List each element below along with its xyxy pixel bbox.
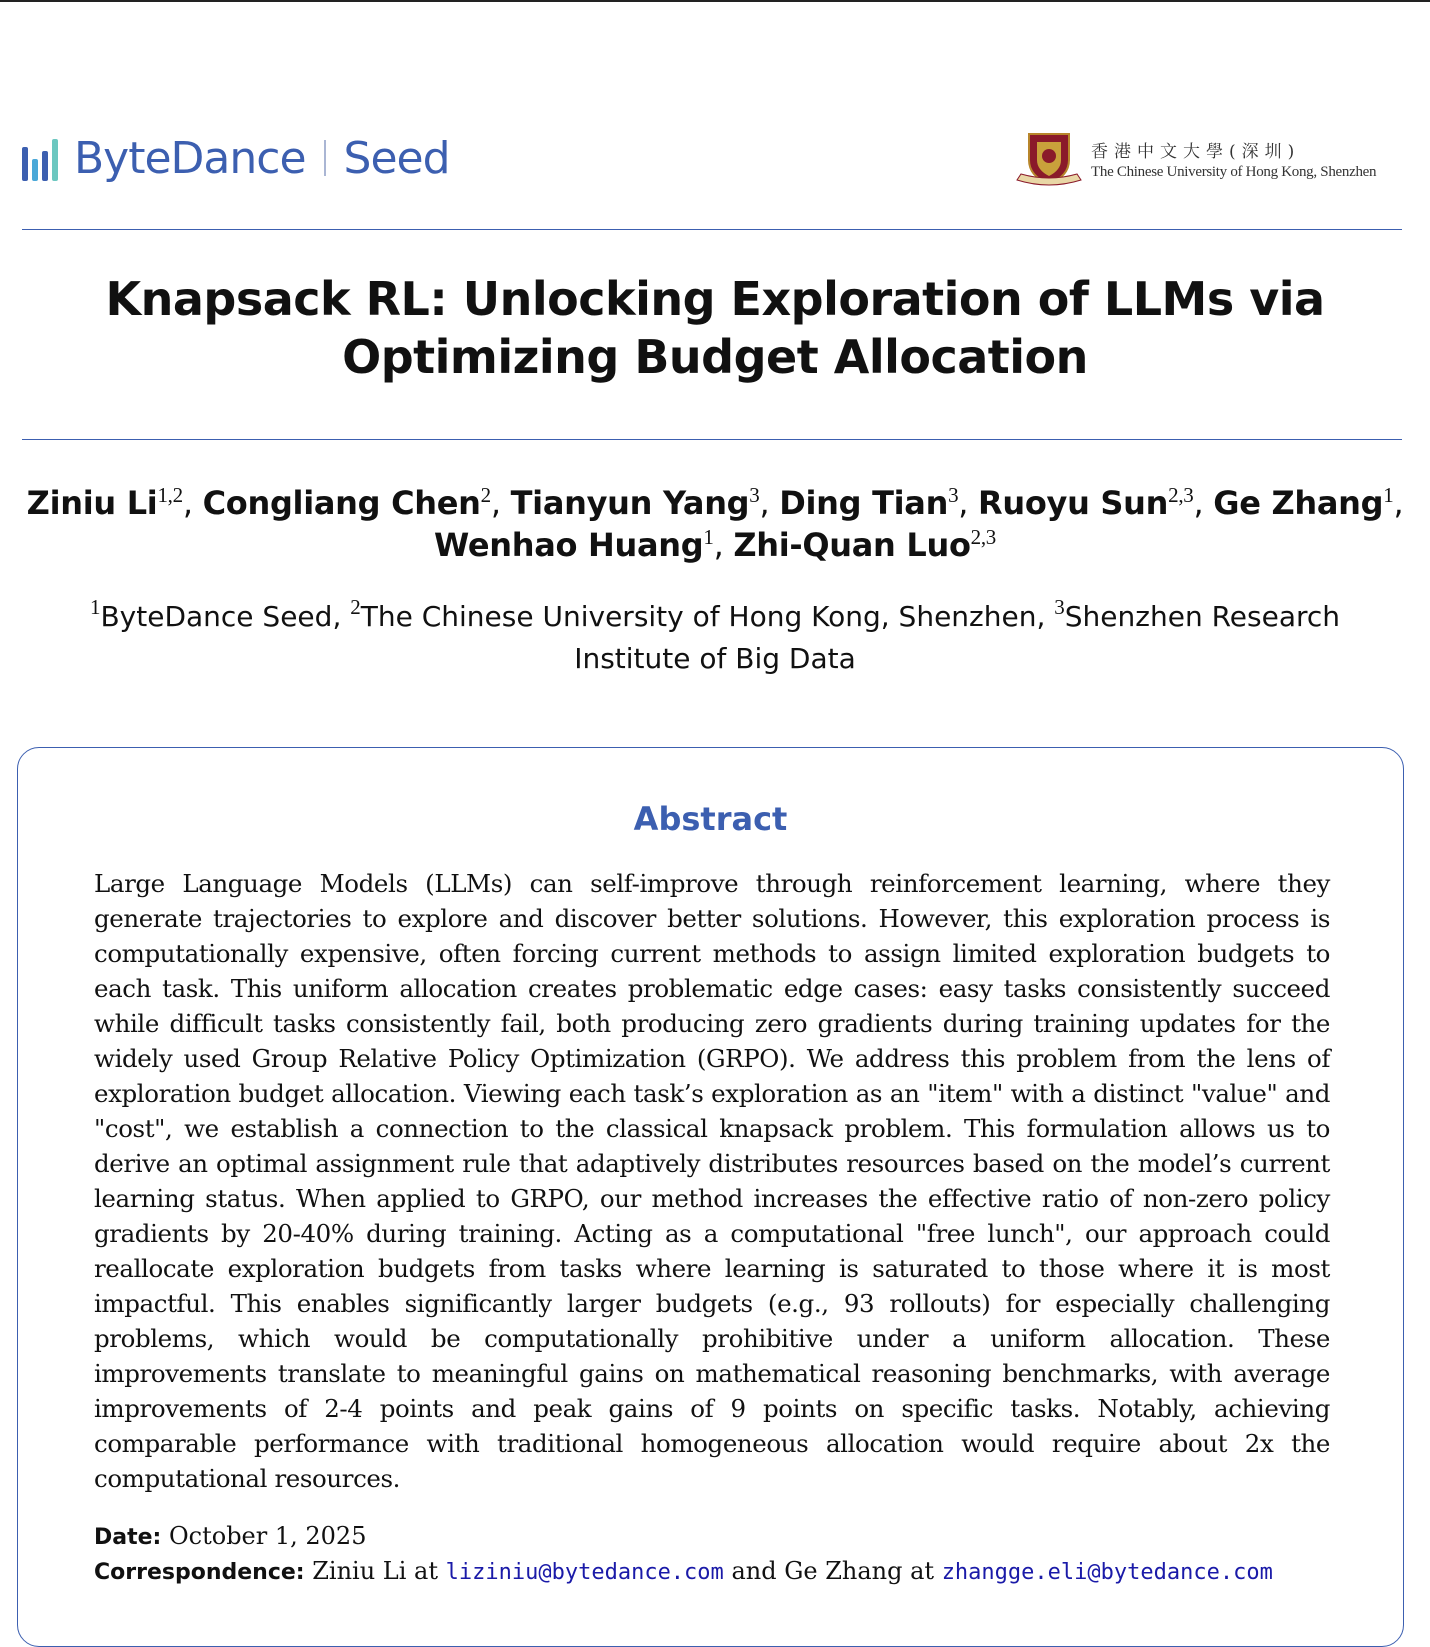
author-affiliation-mark: 1: [1383, 483, 1394, 507]
correspondence-and: and Ge Zhang at: [731, 1557, 935, 1585]
title-rule: [22, 439, 1402, 440]
correspondence-name-1: Ziniu Li at: [312, 1557, 438, 1585]
author-affiliation-mark: 2,3: [970, 525, 996, 549]
abstract-text: Large Language Models (LLMs) can self-improve through reinforcement learning, where they generate trajectories to explore and discover better solutions. However, this exploration process is computationally expensive, often forcing current methods to assign limited exploration budgets to each task. This uniform allocation creates problematic edge cases: easy tasks consistently succeed while difficult tasks consistently fail, both producing zero gradients during training updates for the widely used Group Relative Policy Optimization (GRPO). We address this problem from the lens of exploration budget allocation. Viewing each task’s exploration as an "item" with a distinct "value" and "cost", we establish a connection to the classical knapsack problem. This formulation allows us to derive an optimal assignment rule that adaptively distributes resources based on the model’s current learning status. When applied to GRPO, our method increases the effective ratio of non-zero policy gradients by 20-40% during training. Acting as a computational "free lunch", our approach could reallocate exploration budgets from tasks where learning is saturated to those where it is most impactful. This enables significantly larger budgets (e.g., 93 rollouts) for especially challenging problems, which would be computationally prohibitive under a uniform allocation. These improvements translate to meaningful gains on mathematical reasoning benchmarks, with average improvements of 2-4 points and peak gains of 9 points on specific tasks. Notably, achieving comparable performance with traditional homogeneous allocation would require about 2x the computational resources.: [94, 869, 1330, 1493]
author-affiliation-mark: 3: [948, 483, 959, 507]
author-name: Tianyun Yang: [510, 484, 750, 522]
author-affiliation-mark: 1,2: [157, 483, 183, 507]
author-name: Zhi-Quan Luo: [733, 526, 971, 564]
email-link-1[interactable]: liziniu@bytedance.com: [445, 1560, 724, 1585]
header-rule: [22, 229, 1402, 230]
author-name: Ding Tian: [779, 484, 949, 522]
correspondence-label: Correspondence:: [94, 1560, 305, 1585]
bytedance-seed-logo: [22, 128, 450, 188]
affiliation-name: ByteDance Seed: [100, 600, 333, 633]
title-line-2: Optimizing Budget Allocation: [342, 330, 1088, 384]
affiliation-mark: 1: [89, 595, 101, 619]
date-label: Date:: [94, 1525, 162, 1550]
date-value: October 1, 2025: [168, 1522, 367, 1550]
author-name: Congliang Chen: [202, 484, 481, 522]
affiliation-mark: 3: [1054, 595, 1065, 619]
email-link-2[interactable]: zhangge.eli@bytedance.com: [941, 1560, 1273, 1585]
institution-name-english: The Chinese University of Hong Kong, Shenzhen: [1091, 164, 1377, 180]
author-affiliation-mark: 2: [480, 483, 491, 507]
paper-title: [80, 270, 1350, 386]
abstract-heading: Abstract: [633, 800, 788, 838]
brand-divider: [324, 140, 326, 176]
author-list: Ziniu Li$^{1,2}$, Congliang Chen$^2$, Tianyun Yang$^3$, Ding Tian$^3$, Ruoyu Sun$^{2,3}$, Ge Zhang$^1$, Wenhao Huang$^1$, Zhi-Quan Luo$^{2,3}$: [26, 483, 1404, 564]
cuhk-crest-icon: [1015, 130, 1083, 188]
correspondence-line: [94, 1557, 1394, 1585]
author-affiliation-mark: 2,3: [1168, 483, 1194, 507]
author-name: Wenhao Huang: [434, 526, 704, 564]
brand-primary: ByteDance: [74, 132, 306, 184]
affiliation-list: $^1$ByteDance Seed, $^2$The Chinese University of Hong Kong, Shenzhen, $^3$Shenzhen Research Institute of Big Data: [89, 595, 1341, 675]
affiliation-name: Shenzhen Research Institute of Big Data: [574, 600, 1341, 675]
affiliation-mark: 2: [350, 595, 361, 619]
top-border: [0, 0, 1430, 2]
title-line-1: Knapsack RL: Unlocking Exploration of LLMs via: [105, 272, 1325, 326]
brand-secondary: Seed: [343, 132, 450, 184]
cuhk-shenzhen-logo: [1015, 130, 1376, 188]
bytedance-logo-icon: [22, 135, 58, 181]
author-affiliation-mark: 3: [749, 483, 760, 507]
author-name: Ziniu Li: [26, 484, 158, 522]
date-line: [94, 1522, 1394, 1550]
author-name: Ge Zhang: [1213, 484, 1384, 522]
author-name: Ruoyu Sun: [978, 484, 1169, 522]
author-affiliation-mark: 1: [703, 525, 714, 549]
institution-name-chinese: 香港中文大學(深圳): [1091, 142, 1301, 162]
affiliation-name: The Chinese University of Hong Kong, Shenzhen: [360, 600, 1037, 633]
